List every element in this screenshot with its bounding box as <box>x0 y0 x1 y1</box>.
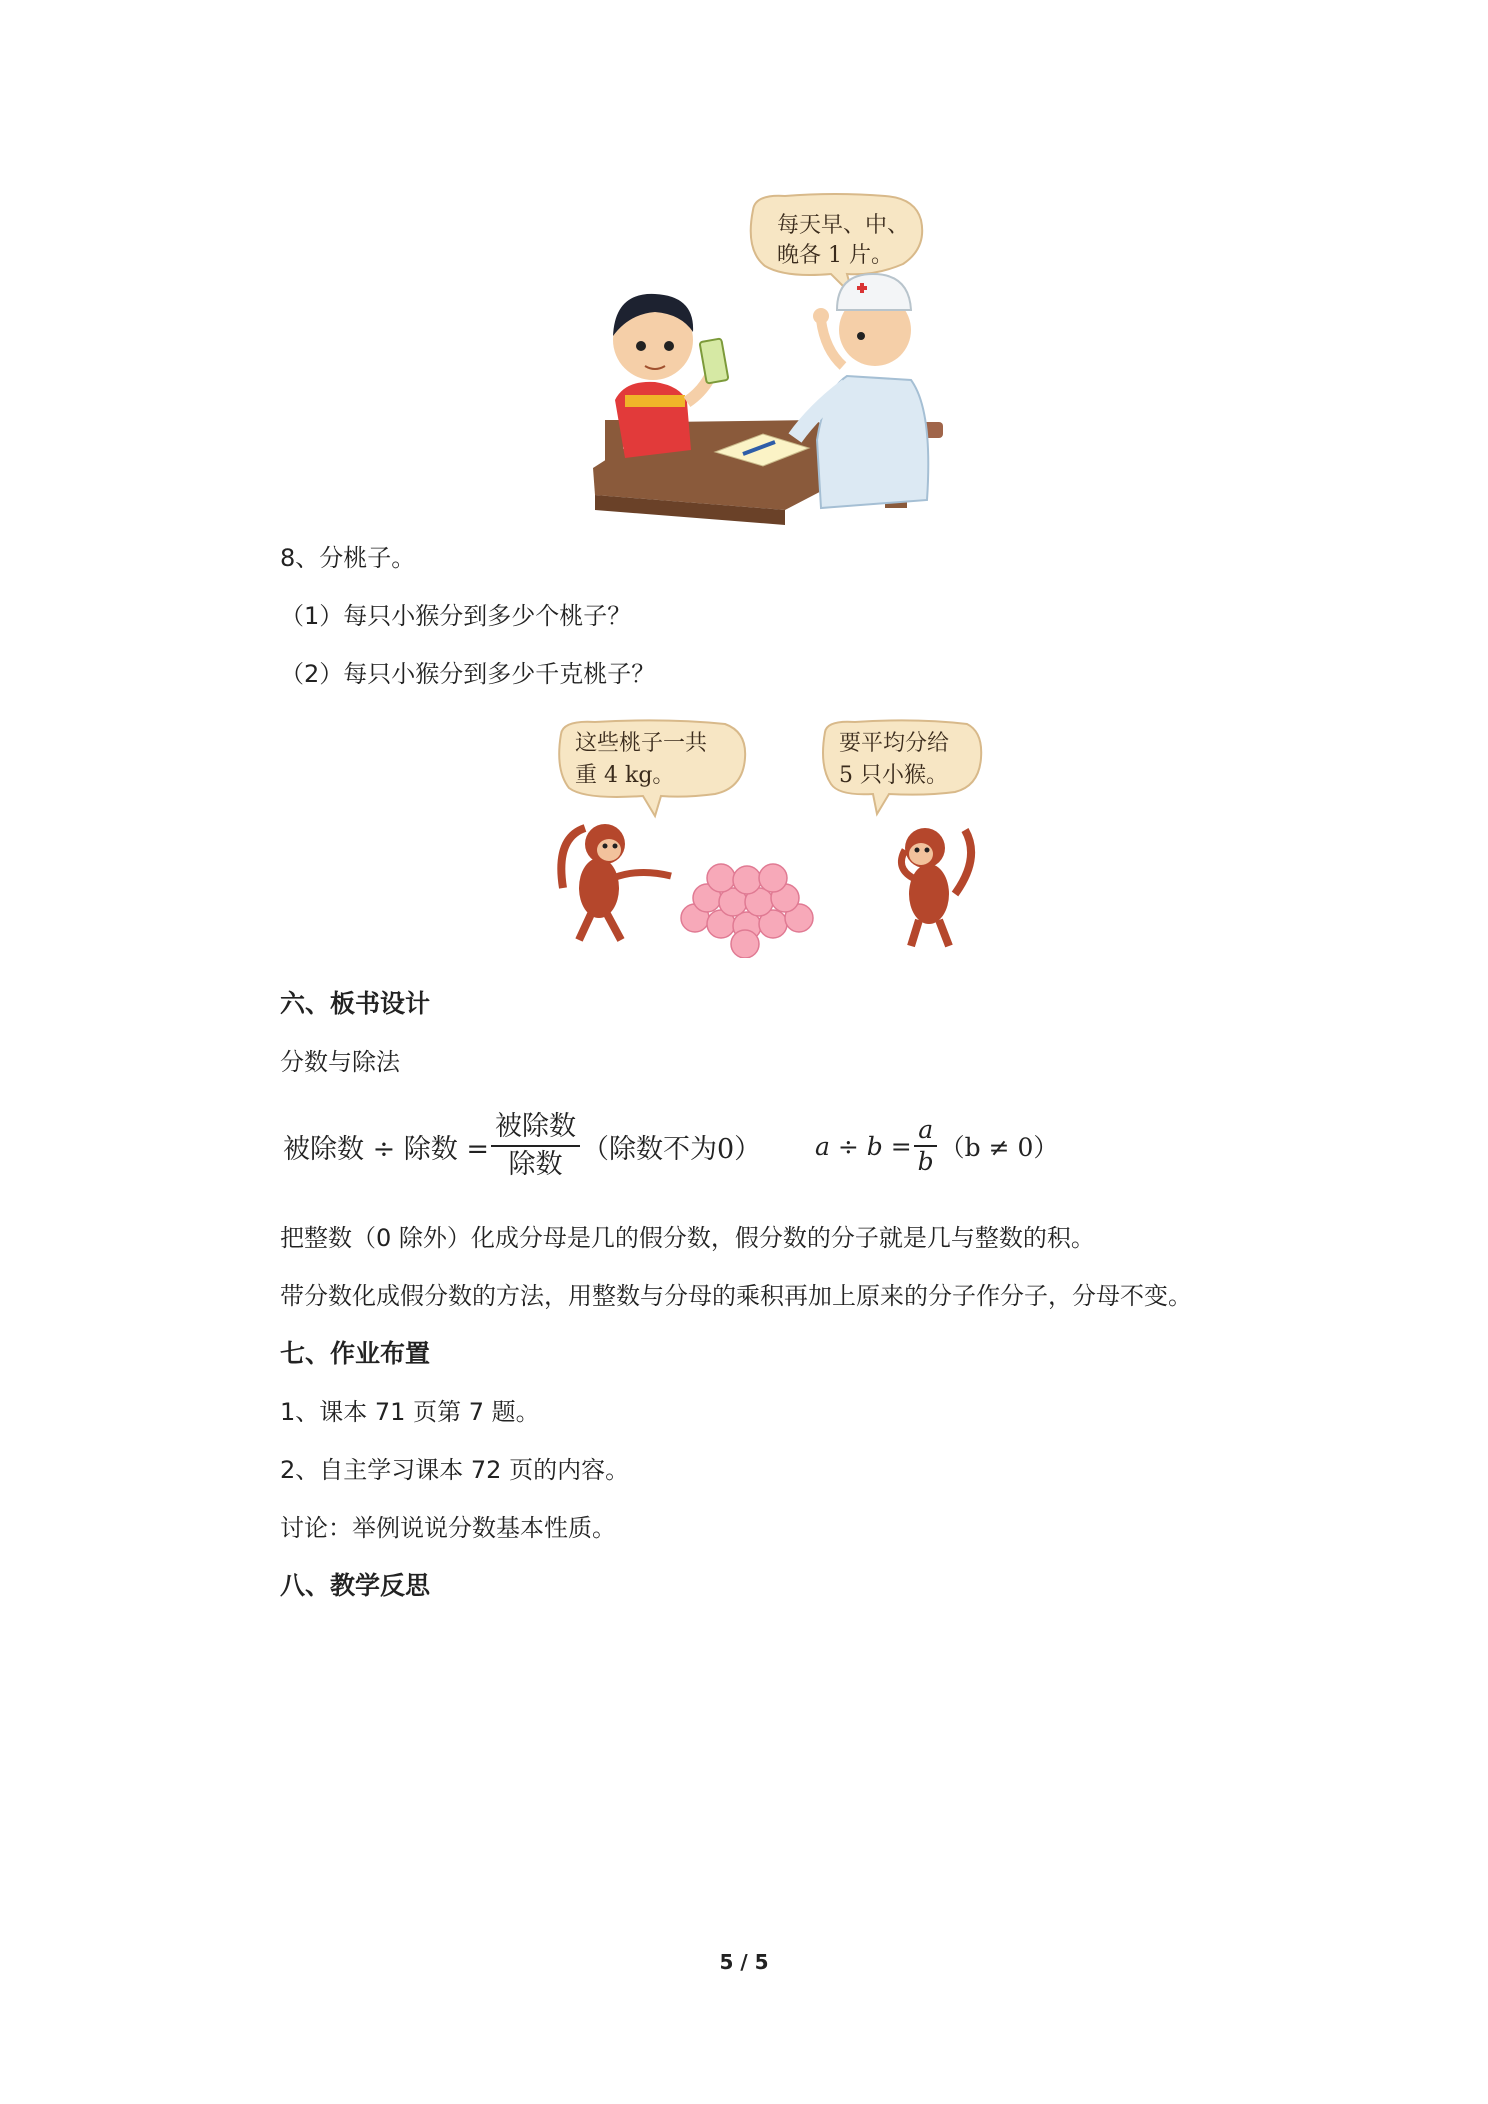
monkeys-peaches-illustration <box>555 718 985 958</box>
left-bubble-line2: 重 4 kg。 <box>575 763 675 788</box>
formula2-left: a ÷ b = <box>815 1131 912 1161</box>
section7-heading: 七、作业布置 <box>280 1339 431 1368</box>
homework-item1: 1、课本 71 页第 7 题。 <box>280 1398 540 1426</box>
formula1-denominator: 除数 <box>508 1149 563 1180</box>
problem8-question2: （2）每只小猴分到多少千克桃子？ <box>280 660 656 688</box>
problem8-title: 8、分桃子。 <box>280 544 416 572</box>
boy-shirt <box>615 382 691 458</box>
discussion-text: 讨论：举例说说分数基本性质。 <box>280 1514 616 1542</box>
left-bubble-line1: 这些桃子一共 <box>575 731 708 756</box>
right-bubble-line1: 要平均分给 <box>839 731 950 756</box>
right-bubble-line2: 5 只小猴。 <box>839 763 948 788</box>
formula-division-fraction <box>283 1110 761 1182</box>
formula1-fraction <box>491 1110 580 1182</box>
formula2-fraction <box>914 1116 938 1176</box>
doctor-patient-illustration <box>585 190 955 525</box>
left-monkey <box>561 824 671 940</box>
doctor-bubble-line1: 每天早、中、 <box>777 213 910 238</box>
homework-item2: 2、自主学习课本 72 页的内容。 <box>280 1456 630 1484</box>
section6-heading: 六、板书设计 <box>280 989 431 1018</box>
formula1-note: （除数不为0） <box>582 1133 762 1165</box>
formula-letters <box>815 1116 1058 1176</box>
section6-subtitle: 分数与除法 <box>280 1048 400 1076</box>
formula2-numerator: a <box>914 1116 937 1147</box>
formula2-denominator: b <box>917 1147 934 1176</box>
formula1-left: 被除数 ÷ 除数 = <box>283 1133 489 1165</box>
formula1-numerator: 被除数 <box>491 1110 580 1147</box>
section8-heading: 八、教学反思 <box>280 1571 431 1600</box>
formula2-note: （b ≠ 0） <box>939 1133 1059 1162</box>
peach-pile <box>681 864 813 958</box>
doctor-bubble-line2: 晚各 1 片。 <box>777 243 893 268</box>
section6-paragraph2: 带分数化成假分数的方法，用整数与分母的乘积再加上原来的分子作分子，分母不变。 <box>280 1282 1192 1310</box>
right-monkey <box>901 828 971 946</box>
problem8-question1: （1）每只小猴分到多少个桃子？ <box>280 602 632 630</box>
section6-paragraph1: 把整数（0 除外）化成分母是几的假分数，假分数的分子就是几与整数的积。 <box>280 1224 1095 1252</box>
page-number: 5 / 5 <box>719 1950 769 1974</box>
